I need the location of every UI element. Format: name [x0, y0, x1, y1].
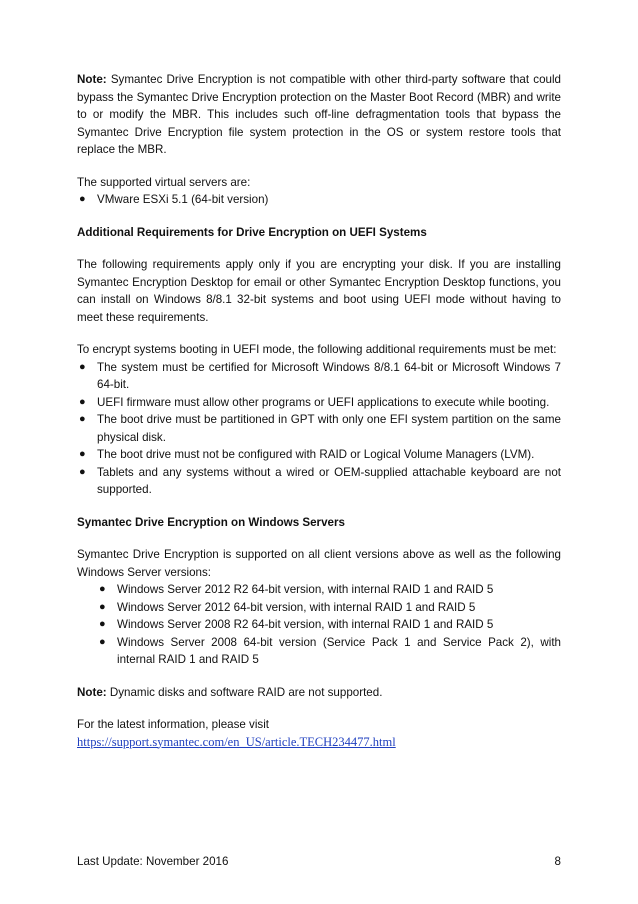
bullet-icon: ●	[99, 600, 106, 613]
windows-servers-heading: Symantec Drive Encryption on Windows Servers	[77, 515, 345, 529]
windows-servers-list	[77, 581, 561, 669]
note-label: Note:	[77, 73, 107, 86]
virtual-servers-list	[77, 191, 561, 209]
uefi-requirements-list	[77, 359, 561, 499]
bullet-icon: ●	[99, 618, 106, 630]
bullet-icon: ●	[79, 360, 86, 373]
list-item: ● Tablets and any systems without a wired or OEM-supplied attachable keyboard are not supported.	[79, 465, 561, 496]
bullet-icon: ●	[79, 193, 86, 205]
bullet-icon: ●	[79, 413, 86, 425]
note-compatibility	[77, 71, 561, 159]
list-item: ● The boot drive must be partitioned in GPT with only one EFI system partition on the same physical disk.	[79, 413, 561, 444]
latest-info-text: For the latest information, please visit	[77, 718, 270, 731]
note-text: Dynamic disks and software RAID are not supported.	[106, 685, 383, 699]
uefi-paragraph-1: The following requirements apply only if you are encrypting your disk. If you are installing Symantec Encryption Desktop for email or other Symantec Encryption Desktop functions, you can install on Windows 8/8.1 32-bit systems and boot using UEFI mode without having to meet these requirements.	[77, 258, 561, 324]
page-footer	[77, 853, 561, 871]
note-dynamic-disks	[77, 684, 561, 702]
note-label: Note:	[77, 685, 107, 699]
bullet-icon: ●	[99, 583, 106, 595]
list-item: ● UEFI firmware must allow other programs or UEFI applications to execute while booting.	[77, 394, 561, 412]
list-item: ● Windows Server 2008 64-bit version (Service Pack 1 and Service Pack 2), with internal RAID 1 and RAID 5	[99, 635, 561, 666]
uefi-paragraph-2: To encrypt systems booting in UEFI mode, the following additional requirements must be met:	[77, 343, 557, 356]
uefi-heading: Additional Requirements for Drive Encryption on UEFI Systems	[77, 225, 427, 239]
list-item: ● Windows Server 2012 64-bit version, with internal RAID 1 and RAID 5	[77, 599, 561, 617]
note-text: Symantec Drive Encryption is not compatible with other third-party software that could bypass the Symantec Drive Encryption protection on the Master Boot Record (MBR) and write to or modify the MBR. This includes such off-line defragmentation tools that bypass the Symantec Drive Encryption file system protection in the OS or system restore tools that replace the MBR.	[77, 73, 561, 156]
windows-servers-intro: Symantec Drive Encryption is supported on all client versions above as well as the following Windows Server versions:	[77, 548, 561, 579]
bullet-icon: ●	[79, 448, 86, 460]
support-link[interactable]: https://support.symantec.com/en_US/article.TECH234477.html	[77, 734, 396, 749]
last-update: Last Update: November 2016	[77, 855, 229, 868]
list-item: ● The system must be certified for Microsoft Windows 8/8.1 64-bit or Microsoft Windows 7 64-bit.	[79, 360, 561, 391]
bullet-icon: ●	[79, 395, 86, 408]
bullet-icon: ●	[79, 465, 86, 478]
list-item: ● The boot drive must not be configured with RAID or Logical Volume Managers (LVM).	[77, 446, 561, 464]
list-item: ● Windows Server 2008 R2 64-bit version, with internal RAID 1 and RAID 5	[77, 616, 561, 634]
list-item: ● VMware ESXi 5.1 (64-bit version)	[77, 191, 561, 209]
bullet-icon: ●	[99, 635, 106, 648]
list-item: ● Windows Server 2012 R2 64-bit version, with internal RAID 1 and RAID 5	[77, 581, 561, 599]
virtual-servers-intro: The supported virtual servers are:	[77, 175, 251, 189]
page-number: 8	[554, 855, 561, 868]
